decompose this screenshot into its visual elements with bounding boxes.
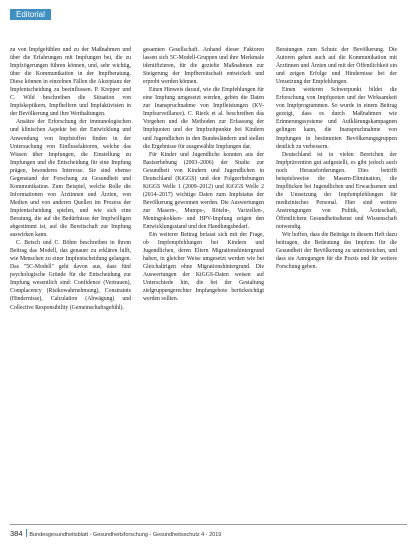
page-footer [10,529,221,540]
paragraph: Einen Hinweis darauf, wie die Empfehlungen für eine Impfung umgesetzt werden, geben die Daten zur Inanspruchnahme von Impfleistungen (KV-Impfsurveillance). C. Rieck et al. beschreiben das Vorgehen und die Methoden zur Erfassung der Impfquoten und der Impfzeitpunkte bei Kindern und Jugendlichen in den Bundesländern und stellen die Ergebnisse für ausgewählte Impfungen dar. [143,87,264,150]
paragraph: gesamten Gesellschaft. Anhand dieser Faktoren lassen sich 5C-Modell-Gruppen und ihre Merkmale identifizieren, für die gezielte Maßnahmen zur Steigerung der Impfbereitschaft entwickelt und erprobt werden können. [143,47,264,86]
section-badge: Editorial [10,9,51,20]
paragraph: Ein weiterer Beitrag befasst sich mit der Frage, ob Impfempfehlungen bei Kindern und Jugendlichen, deren Eltern Migrationshintergrund haben, in gleicher Weise umgesetzt werden wie bei Gleichaltrigen ohne Migrationshintergrund. Die Auswertungen der KiGGS-Daten weisen auf Unterschiede hin, die bei der Gestaltung zielgruppengerechter Impfangebote berücksichtigt werden sollten. [143,232,264,303]
page-number: 384 [10,529,23,538]
footer-divider [10,524,407,525]
paragraph: Deutschland ist in vielen Bereichen der Impfprävention gut aufgestellt, es gibt jedoch auch noch Herausforderungen. Dies betrifft beispielsweise die Masern-Elimination, die Impflücken bei Jugendlichen und Erwachsenen und die Umsetzung der Impfempfehlungen für medizinisches Personal. Hier sind weitere Anstrengungen von Politik, Ärzteschaft, Öffentlichem Gesundheitsdienst und Wissenschaft notwendig. [276,151,397,231]
paragraph: Einen weiteren Schwerpunkt bildet die Erforschung von Impfquoten und der Wirksamkeit von Impfprogrammen. So wurde in einem Beitrag gezeigt, dass es durch Maßnahmen wie Erinnerungssysteme und Aufklärungskampagnen gelingen kann, die Inanspruchnahme von Impfungen in bestimmten Bevölkerungsgruppen deutlich zu verbessern. [276,87,397,150]
paragraph: Für Kinder und Jugendliche konnten aus der Basiserhebung (2003–2006) der Studie zur Gesundheit von Kindern und Jugendlichen in Deutschland (KiGGS) und den Folgeerhebungen KiGGS Welle 1 (2009–2012) und KiGGS Welle 2 (2014–2017) wichtige Daten zum Impfstatus der Bevölkerung gewonnen werden. Die Auswertungen zur Masern-, Mumps-, Röteln-, Varizellen-, Meningokokken- und HPV-Impfung zeigen den Entwicklungsstand und den Handlungsbedarf. [143,151,264,231]
paragraph: zu von Impfgefühlen und zu der Maßnahmen und über die Erfahrungen mit Impfungen bei, die zu Impfzögerungen führen können, und, sehr wichtig, über die Kommunikation in der Impfberatung. Diese können in einzelnen Fällen die Akzeptanz der Impfentscheidung zu beeinflussen. P. Krepper und C. Wild beschreiben die Situation von Impfskeptikern, Impfhelfern und Impfaktivisten in der Bevölkerung und ihre Werthaltungen. [10,47,131,118]
journal-citation: Bundesgesundheitsblatt - Gesundheitsforschung - Gesundheitsschutz 4 · 2019 [29,532,222,538]
paragraph: Beratungen zum Schutz der Bevölkerung. Die Autoren gehen auch auf die Kommunikation mit Ärztinnen und Ärzten und mit der Öffentlichkeit ein und zeigen Erfolge und Hindernisse bei der Umsetzung der Empfehlungen. [276,47,397,86]
paragraph: Ansätze der Erforschung der immunologischen und klinischen Aspekte bei der Entwicklung und Anwendung von Impfstoffen finden in der Untersuchung von Einflussfaktoren, welche das Wissen über Impfungen, die Einstellung zu Impfungen und die Entscheidung für eine Impfung prägen, besonderes Interesse. Sie sind ebenso Gegenstand der Forschung zu Gesundheit und Kommunikation. Zum Beispiel, welche Rolle die Informationen von Ärztinnen und Ärzten, von Medien und von anderen Quellen im Prozess der Impfentscheidung spielen, und wie sich eine Beratung, die auf die Bedürfnisse der Impfwilligen abgestimmt ist, auf die Bereitschaft zur Impfung auswirken kann. [10,119,131,239]
footer-separator [26,529,27,537]
text-column-1 [10,46,131,312]
paragraph: Wir hoffen, dass die Beiträge in diesem Heft dazu beitragen, die Bedeutung des Impfens für die Gesundheit der Bevölkerung zu unterstreichen, und dass sie Anregungen für die Praxis und für weitere Forschung geben. [276,232,397,271]
paragraph: C. Betsch und C. Böhm beschreiben in ihrem Beitrag das Modell, das genauer zu erklären hilft, wie Menschen zu einer Impfentscheidung gelangen. Das "5C-Modell" geht davon aus, dass fünf psychologische Gründe für die Entscheidung zur Impfung wesentlich sind: Confidence (Vertrauen), Complacency (Risikowahrnehmung), Constraints (Hindernisse), Calculation (Abwägung) und Collective Responsibility (Gemeinschaftsgefühl). [10,240,131,311]
text-column-2 [143,46,264,304]
text-column-3 [276,46,397,271]
